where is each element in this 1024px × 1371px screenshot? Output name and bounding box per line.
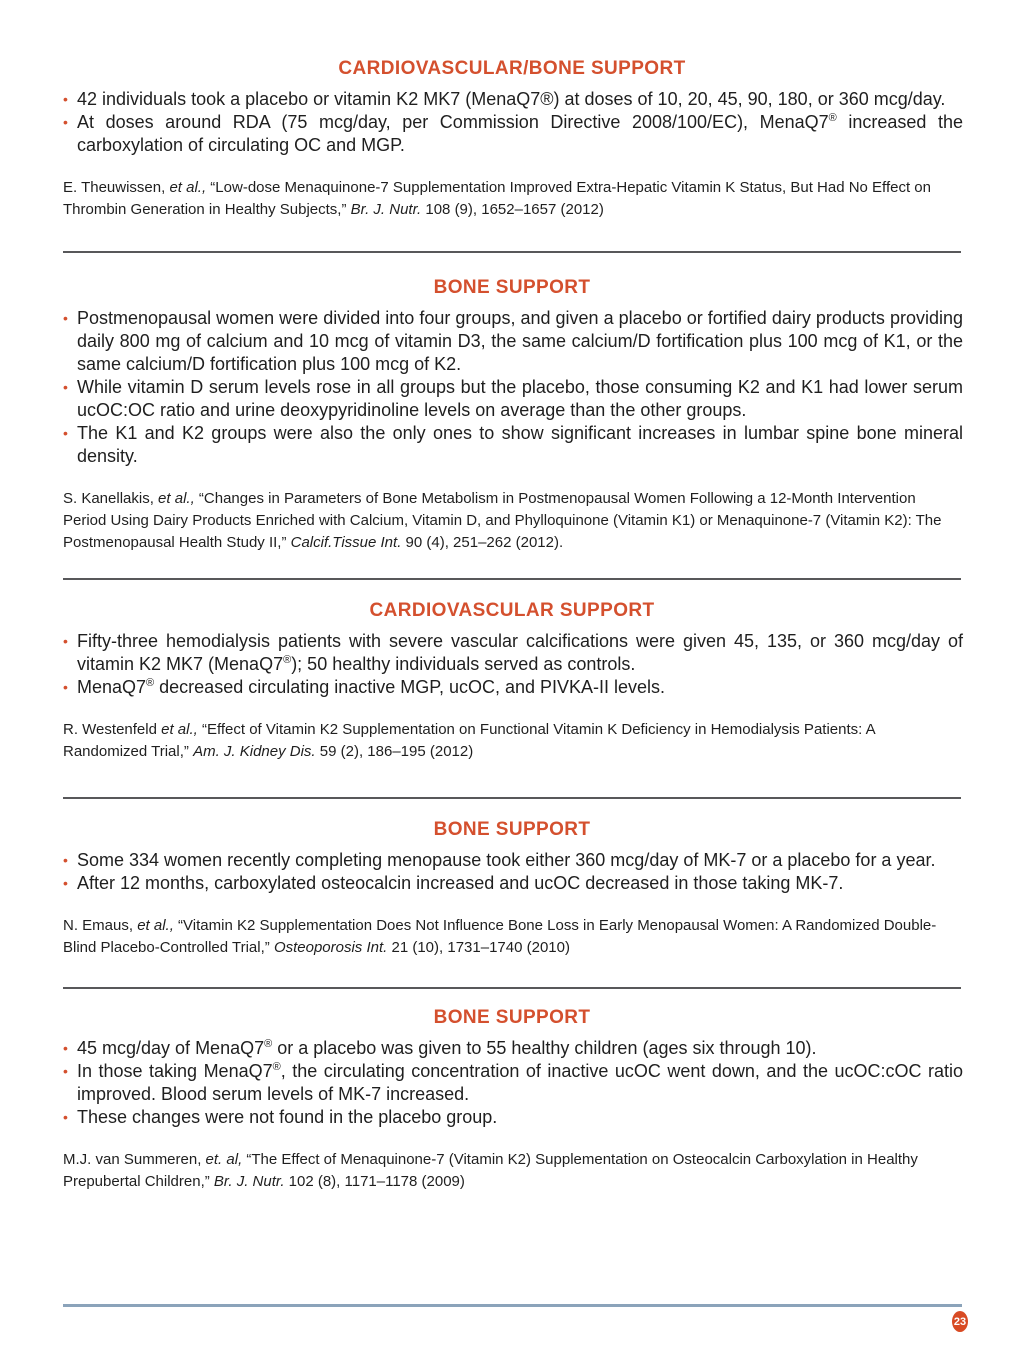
section-bone-support-2 xyxy=(61,819,963,959)
section-cardiovascular-bone-support xyxy=(61,58,963,221)
section-heading: BONE SUPPORT xyxy=(433,819,591,840)
bullet-marker: • xyxy=(63,91,68,107)
bullet-item xyxy=(61,1060,963,1106)
bullet-text: After 12 months, carboxylated osteocalcin increased and ucOC decreased in those taking MK-7. xyxy=(77,873,844,893)
bullet-text: In those taking MenaQ7®, the circulating concentration of inactive ucOC went down, and the ucOC:cOC ratio improved. Blood serum levels of MK-7 increased. xyxy=(77,1061,963,1104)
bullet-list xyxy=(61,849,963,895)
bullet-item xyxy=(61,88,963,111)
bullet-item xyxy=(61,849,963,872)
bullet-marker: • xyxy=(63,852,68,868)
bullet-text: MenaQ7® decreased circulating inactive MGP, ucOC, and PIVKA-II levels. xyxy=(77,677,666,697)
bullet-list xyxy=(61,630,963,699)
section-divider xyxy=(63,987,961,989)
bullet-marker: • xyxy=(63,425,68,441)
citation: M.J. van Summeren, et. al, “The Effect of Menaquinone-7 (Vitamin K2) Supplementation on Osteocalcin Carboxylation in Healthy Prepubertal Children,” Br. J. Nutr. 102 (8), 1171–1178 (2009) xyxy=(63,1151,918,1190)
citation: R. Westenfeld et al., “Effect of Vitamin K2 Supplementation on Functional Vitamin K Deficiency in Hemodialysis Patients: A Randomized Trial,” Am. J. Kidney Dis. 59 (2), 186–195 (2012) xyxy=(63,721,875,760)
bullet-text: Postmenopausal women were divided into four groups, and given a placebo or fortified dairy products providing daily 800 mg of calcium and 10 mcg of vitamin D3, the same calcium/D fortification plus 100 mcg of K1, or the same calcium/D fortification plus 100 mcg of K2. xyxy=(77,308,963,374)
bullet-text: Fifty-three hemodialysis patients with severe vascular calcifications were given 45, 135, or 360 mcg/day of vitamin K2 MK7 (MenaQ7®); 50 healthy individuals served as controls. xyxy=(77,631,963,674)
section-heading: CARDIOVASCULAR SUPPORT xyxy=(369,600,655,621)
bullet-text: The K1 and K2 groups were also the only ones to show significant increases in lumbar spine bone mineral density. xyxy=(77,423,963,466)
bullet-list xyxy=(61,307,963,468)
bullet-marker: • xyxy=(63,875,68,891)
section-heading: CARDIOVASCULAR/BONE SUPPORT xyxy=(338,58,686,79)
bullet-text: 42 individuals took a placebo or vitamin K2 MK7 (MenaQ7®) at doses of 10, 20, 45, 90, 180, or 360 mcg/day. xyxy=(77,89,946,109)
bullet-item xyxy=(61,1106,963,1129)
bullet-marker: • xyxy=(63,1040,68,1056)
bullet-marker: • xyxy=(63,1063,68,1079)
bullet-list xyxy=(61,1037,963,1129)
bullet-text: At doses around RDA (75 mcg/day, per Commission Directive 2008/100/EC), MenaQ7® increased the carboxylation of circulating OC and MGP. xyxy=(77,112,963,155)
bullet-item xyxy=(61,111,963,157)
citation: E. Theuwissen, et al., “Low-dose Menaquinone-7 Supplementation Improved Extra-Hepatic Vitamin K Status, But Had No Effect on Thrombin Generation in Healthy Subjects,” Br. J. Nutr. 108 (9), 1652–1657 (2012) xyxy=(63,179,931,218)
citation: S. Kanellakis, et al., “Changes in Parameters of Bone Metabolism in Postmenopausal Women Following a 12-Month Intervention Period Using Dairy Products Enriched with Calcium, Vitamin D, and Phylloquinone (Vitamin K1) or Menaquinone-7 (Vitamin K2): The Postmenopausal Health Study II,” Calcif.Tissue Int. 90 (4), 251–262 (2012). xyxy=(63,490,942,551)
section-heading: BONE SUPPORT xyxy=(433,1007,591,1028)
bullet-text: Some 334 women recently completing menopause took either 360 mcg/day of MK-7 or a placebo for a year. xyxy=(77,850,936,870)
bullet-item xyxy=(61,872,963,895)
bullet-marker: • xyxy=(63,633,68,649)
bullet-item xyxy=(61,676,963,699)
section-divider xyxy=(63,578,961,580)
bullet-item xyxy=(61,307,963,376)
bullet-text: While vitamin D serum levels rose in all groups but the placebo, those consuming K2 and K1 had lower serum ucOC:OC ratio and urine deoxypyridinoline levels on average than the other groups. xyxy=(77,377,963,420)
bullet-marker: • xyxy=(63,114,68,130)
bullet-item xyxy=(61,376,963,422)
bullet-marker: • xyxy=(63,379,68,395)
citation: N. Emaus, et al., “Vitamin K2 Supplementation Does Not Influence Bone Loss in Early Menopausal Women: A Randomized Double-Blind Placebo-Controlled Trial,” Osteoporosis Int. 21 (10), 1731–1740 (2010) xyxy=(63,917,937,956)
bullet-marker: • xyxy=(63,1109,68,1125)
page-number-badge: 23 xyxy=(952,1311,968,1332)
section-heading: BONE SUPPORT xyxy=(433,277,591,298)
footer-rule xyxy=(63,1304,962,1307)
bullet-list xyxy=(61,88,963,157)
section-bone-support-3 xyxy=(61,1007,963,1193)
section-divider xyxy=(63,251,961,253)
bullet-marker: • xyxy=(63,679,68,695)
bullet-item xyxy=(61,422,963,468)
bullet-item xyxy=(61,630,963,676)
bullet-text: 45 mcg/day of MenaQ7® or a placebo was given to 55 healthy children (ages six through 10). xyxy=(77,1038,817,1058)
bullet-text: These changes were not found in the placebo group. xyxy=(77,1107,498,1127)
section-cardiovascular-support xyxy=(61,600,963,763)
section-bone-support-1 xyxy=(61,277,963,554)
bullet-item xyxy=(61,1037,963,1060)
section-divider xyxy=(63,797,961,799)
bullet-marker: • xyxy=(63,310,68,326)
